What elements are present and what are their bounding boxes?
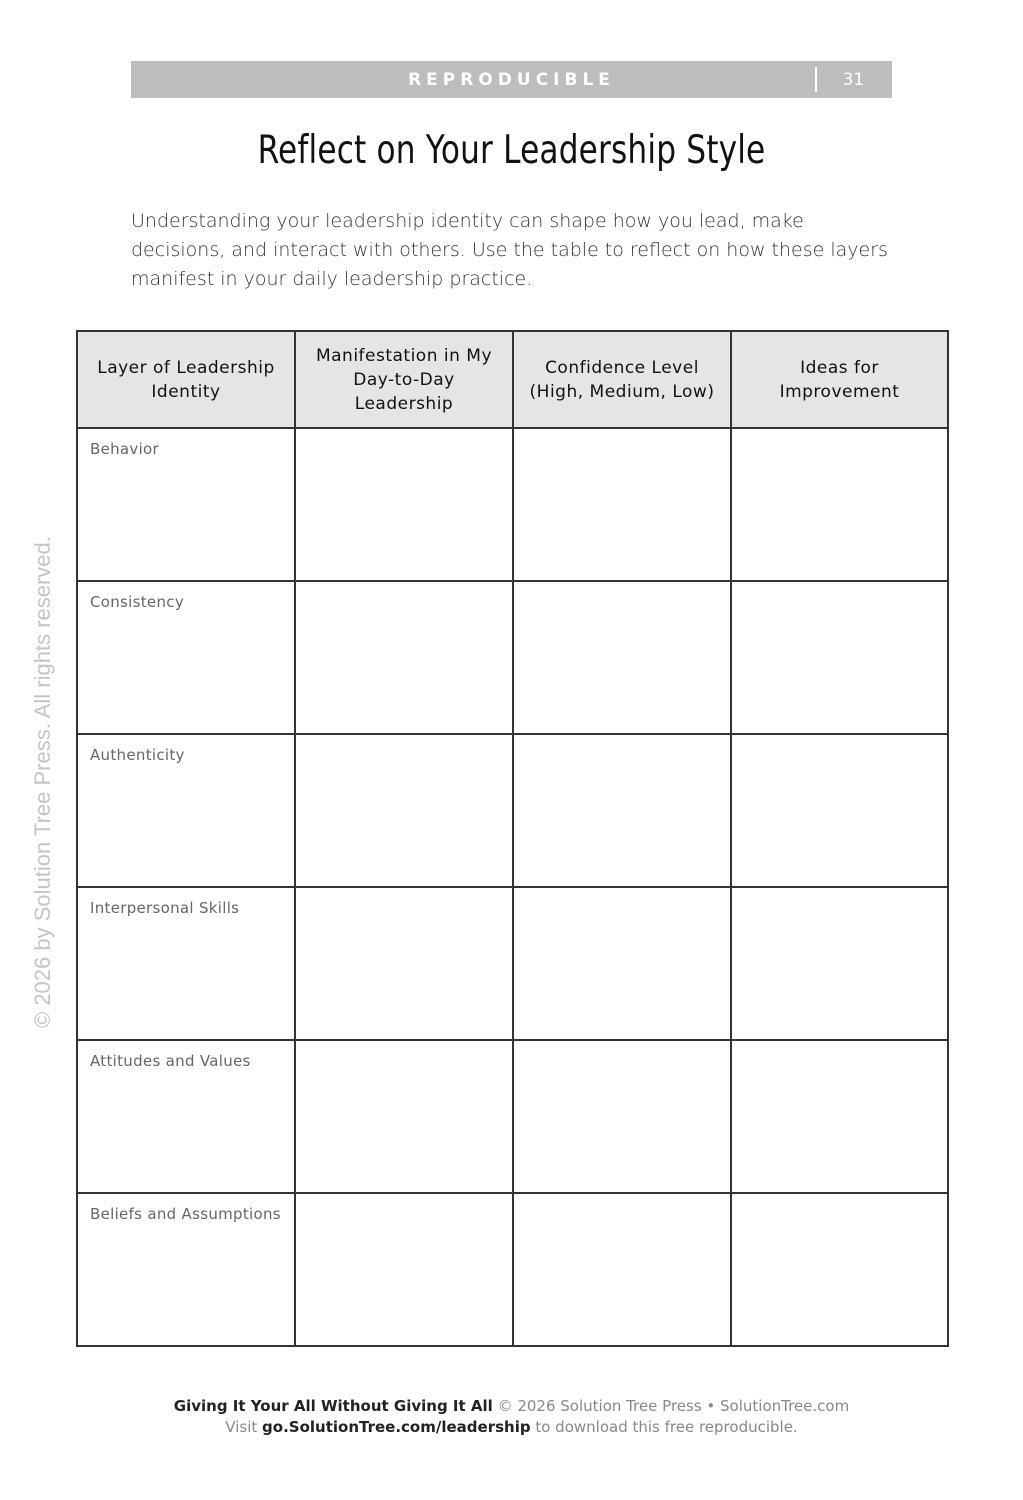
- confidence-cell[interactable]: [513, 1040, 731, 1193]
- ideas-cell[interactable]: [731, 1040, 948, 1193]
- manifestation-cell[interactable]: [295, 887, 513, 1040]
- visit-prefix: Visit: [225, 1418, 258, 1436]
- manifestation-cell[interactable]: [295, 1193, 513, 1346]
- ideas-cell[interactable]: [731, 428, 948, 581]
- row-label: Behavior: [90, 440, 160, 458]
- manifestation-cell[interactable]: [295, 1040, 513, 1193]
- confidence-cell[interactable]: [513, 428, 731, 581]
- banner-divider: [815, 67, 817, 92]
- row-label-cell: [77, 1193, 295, 1346]
- row-label-cell: [77, 734, 295, 887]
- row-label: Interpersonal Skills: [90, 899, 240, 917]
- page-title: Reflect on Your Leadership Style: [257, 128, 766, 173]
- footer-copyright: © 2026 Solution Tree Press • SolutionTree.com: [497, 1397, 850, 1415]
- banner-label: REPRODUCIBLE: [408, 70, 615, 90]
- footer-line-2: [0, 1418, 1023, 1436]
- ideas-cell[interactable]: [731, 734, 948, 887]
- row-label: Authenticity: [90, 746, 185, 764]
- confidence-cell[interactable]: [513, 1193, 731, 1346]
- manifestation-cell[interactable]: [295, 581, 513, 734]
- column-header-confidence: Confidence Level (High, Medium, Low): [513, 331, 731, 428]
- row-label: Consistency: [90, 593, 184, 611]
- reflection-table: [76, 330, 949, 1347]
- confidence-cell[interactable]: [513, 581, 731, 734]
- row-label: Attitudes and Values: [90, 1052, 251, 1070]
- table-row: [77, 887, 948, 1040]
- reproducible-banner: [131, 61, 892, 98]
- page-number: 31: [842, 70, 865, 90]
- column-header-layer: Layer of Leadership Identity: [77, 331, 295, 428]
- visit-suffix: to download this free reproducible.: [535, 1418, 798, 1436]
- table-row: [77, 1040, 948, 1193]
- table-header-row: [77, 331, 948, 428]
- table-row: [77, 734, 948, 887]
- column-header-ideas: Ideas for Improvement: [731, 331, 948, 428]
- manifestation-cell[interactable]: [295, 734, 513, 887]
- table-row: [77, 1193, 948, 1346]
- download-link[interactable]: go.SolutionTree.com/leadership: [262, 1418, 531, 1436]
- row-label-cell: [77, 581, 295, 734]
- confidence-cell[interactable]: [513, 887, 731, 1040]
- column-header-manifestation: Manifestation in My Day-to-Day Leadership: [295, 331, 513, 428]
- table-row: [77, 428, 948, 581]
- ideas-cell[interactable]: [731, 887, 948, 1040]
- row-label-cell: [77, 428, 295, 581]
- row-label-cell: [77, 887, 295, 1040]
- confidence-cell[interactable]: [513, 734, 731, 887]
- table-row: [77, 581, 948, 734]
- ideas-cell[interactable]: [731, 581, 948, 734]
- footer-line-1: [0, 1397, 1023, 1415]
- ideas-cell[interactable]: [731, 1193, 948, 1346]
- row-label: Beliefs and Assumptions: [90, 1205, 281, 1223]
- manifestation-cell[interactable]: [295, 428, 513, 581]
- copyright-side-note: © 2026 by Solution Tree Press. All rights reserved.: [30, 536, 55, 1028]
- row-label-cell: [77, 1040, 295, 1193]
- intro-paragraph: Understanding your leadership identity can shape how you lead, make decisions, and interact with others. Use the table to reflect on how these layers manifest in your daily leadership practice.: [131, 210, 888, 290]
- book-title: Giving It Your All Without Giving It All: [173, 1397, 493, 1415]
